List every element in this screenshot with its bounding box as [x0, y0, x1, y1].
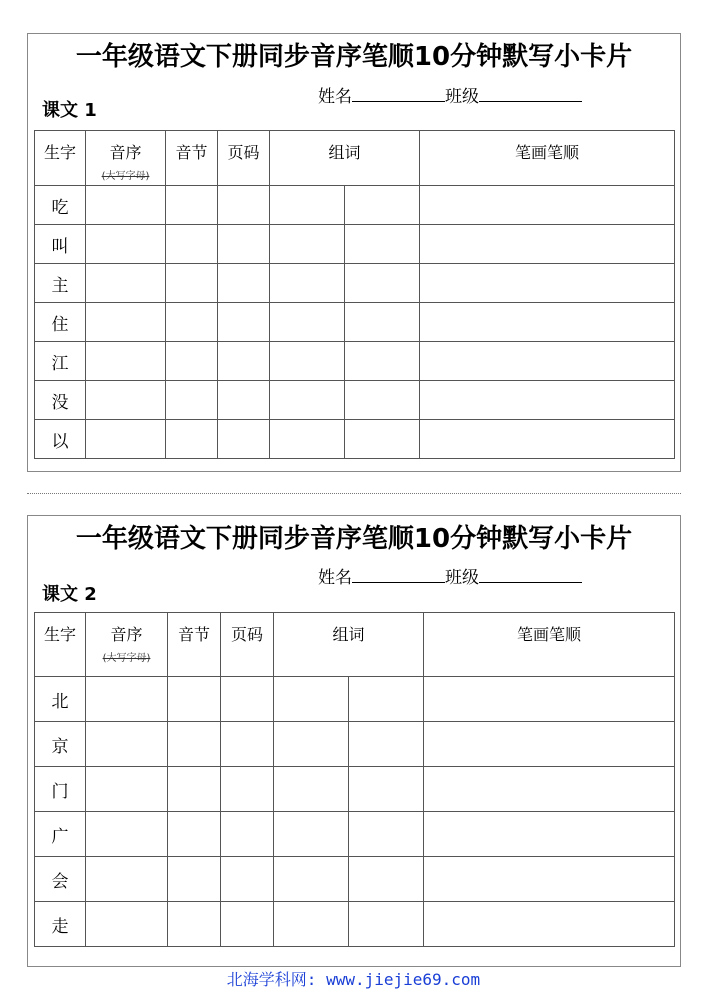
table-row — [35, 767, 675, 812]
page-cell[interactable] — [221, 857, 274, 902]
header-syllable: 音节 — [168, 613, 221, 677]
word-cell[interactable] — [345, 342, 420, 381]
syllable-cell[interactable] — [166, 186, 218, 225]
syllable-cell[interactable] — [166, 225, 218, 264]
strokes-cell[interactable] — [420, 303, 675, 342]
word-cell[interactable] — [274, 857, 349, 902]
char-cell: 吃 — [35, 186, 86, 225]
syllable-cell[interactable] — [168, 857, 221, 902]
table-row — [35, 902, 675, 947]
name-label: 姓名 — [318, 87, 352, 107]
name-class-line — [318, 563, 582, 588]
strokes-cell[interactable] — [424, 857, 675, 902]
char-cell: 会 — [35, 857, 86, 902]
word-cell[interactable] — [274, 677, 349, 722]
page-cell[interactable] — [221, 812, 274, 857]
page-cell[interactable] — [218, 381, 270, 420]
header-words: 组词 — [274, 613, 424, 677]
word-cell[interactable] — [345, 186, 420, 225]
word-cell[interactable] — [274, 767, 349, 812]
table-row — [35, 381, 675, 420]
table-row — [35, 225, 675, 264]
syllable-cell[interactable] — [166, 381, 218, 420]
char-cell: 以 — [35, 420, 86, 459]
class-label: 班级 — [445, 568, 479, 588]
name-label: 姓名 — [318, 568, 352, 588]
order-cell[interactable] — [86, 812, 168, 857]
word-cell[interactable] — [274, 722, 349, 767]
order-cell[interactable] — [86, 677, 168, 722]
strokes-cell[interactable] — [420, 225, 675, 264]
syllable-cell[interactable] — [168, 812, 221, 857]
page-cell[interactable] — [218, 420, 270, 459]
char-cell: 没 — [35, 381, 86, 420]
table-row — [35, 857, 675, 902]
page-cell[interactable] — [221, 767, 274, 812]
order-cell[interactable] — [86, 225, 166, 264]
word-cell[interactable] — [274, 812, 349, 857]
header-page: 页码 — [221, 613, 274, 677]
word-cell[interactable] — [270, 225, 345, 264]
word-cell[interactable] — [270, 381, 345, 420]
word-cell[interactable] — [349, 857, 424, 902]
page-cell[interactable] — [218, 186, 270, 225]
char-cell: 江 — [35, 342, 86, 381]
header-order: 音序 (大写字母) — [86, 613, 168, 677]
card-title: 一年级语文下册同步音序笔顺10分钟默写小卡片 — [75, 524, 633, 554]
class-blank[interactable] — [479, 566, 582, 583]
card-title: 一年级语文下册同步音序笔顺10分钟默写小卡片 — [75, 42, 633, 72]
header-row — [35, 613, 675, 677]
order-cell[interactable] — [86, 264, 166, 303]
char-cell: 门 — [35, 767, 86, 812]
word-cell[interactable] — [349, 722, 424, 767]
name-blank[interactable] — [352, 566, 445, 583]
order-cell[interactable] — [86, 902, 168, 947]
header-order-sub: (大写字母) — [101, 171, 150, 182]
table-row — [35, 677, 675, 722]
order-cell[interactable] — [86, 857, 168, 902]
word-cell[interactable] — [345, 264, 420, 303]
order-cell[interactable] — [86, 186, 166, 225]
order-cell[interactable] — [86, 303, 166, 342]
header-char: 生字 — [35, 131, 86, 186]
table-row — [35, 186, 675, 225]
char-cell: 北 — [35, 677, 86, 722]
char-cell: 叫 — [35, 225, 86, 264]
class-label: 班级 — [445, 87, 479, 107]
table-row — [35, 264, 675, 303]
cut-line — [27, 493, 681, 494]
page-cell[interactable] — [218, 303, 270, 342]
footer-website: 北海学科网: www.jiejie69.com — [226, 970, 481, 989]
page-cell[interactable] — [218, 225, 270, 264]
page-cell[interactable] — [218, 342, 270, 381]
char-cell: 广 — [35, 812, 86, 857]
page-cell[interactable] — [221, 902, 274, 947]
char-cell: 走 — [35, 902, 86, 947]
table-row — [35, 722, 675, 767]
word-cell[interactable] — [274, 902, 349, 947]
name-class-line — [318, 82, 582, 107]
name-blank[interactable] — [352, 85, 445, 102]
order-cell[interactable] — [86, 767, 168, 812]
word-cell[interactable] — [349, 902, 424, 947]
syllable-cell[interactable] — [168, 767, 221, 812]
header-order: 音序 (大写字母) — [86, 131, 166, 186]
word-cell[interactable] — [345, 225, 420, 264]
word-cell[interactable] — [270, 264, 345, 303]
word-cell[interactable] — [345, 303, 420, 342]
syllable-cell[interactable] — [168, 677, 221, 722]
word-cell[interactable] — [345, 420, 420, 459]
char-cell: 京 — [35, 722, 86, 767]
class-blank[interactable] — [479, 85, 582, 102]
strokes-cell[interactable] — [420, 381, 675, 420]
char-cell: 主 — [35, 264, 86, 303]
header-strokes: 笔画笔顺 — [424, 613, 675, 677]
order-cell[interactable] — [86, 420, 166, 459]
lesson-label: 课文 1 — [42, 100, 97, 121]
header-syllable: 音节 — [166, 131, 218, 186]
header-words: 组词 — [270, 131, 420, 186]
table-row — [35, 303, 675, 342]
word-cell[interactable] — [349, 677, 424, 722]
strokes-cell[interactable] — [420, 186, 675, 225]
syllable-cell[interactable] — [166, 303, 218, 342]
dictation-card-2 — [27, 515, 681, 967]
syllable-cell[interactable] — [166, 342, 218, 381]
word-cell[interactable] — [345, 381, 420, 420]
header-row — [35, 131, 675, 186]
strokes-cell[interactable] — [420, 342, 675, 381]
strokes-cell[interactable] — [424, 722, 675, 767]
strokes-cell[interactable] — [424, 902, 675, 947]
syllable-cell[interactable] — [166, 264, 218, 303]
table-row — [35, 342, 675, 381]
header-char: 生字 — [35, 613, 86, 677]
header-strokes: 笔画笔顺 — [420, 131, 675, 186]
page-cell[interactable] — [218, 264, 270, 303]
order-cell[interactable] — [86, 722, 168, 767]
dictation-table — [34, 130, 675, 459]
word-cell[interactable] — [349, 812, 424, 857]
dictation-table — [34, 612, 675, 947]
word-cell[interactable] — [270, 420, 345, 459]
strokes-cell[interactable] — [420, 264, 675, 303]
table-row — [35, 812, 675, 857]
syllable-cell[interactable] — [168, 902, 221, 947]
dictation-card-1 — [27, 33, 681, 472]
page-cell[interactable] — [221, 722, 274, 767]
header-order-sub: (大写字母) — [102, 653, 151, 664]
word-cell[interactable] — [270, 303, 345, 342]
order-cell[interactable] — [86, 381, 166, 420]
strokes-cell[interactable] — [424, 767, 675, 812]
syllable-cell[interactable] — [166, 420, 218, 459]
syllable-cell[interactable] — [168, 722, 221, 767]
strokes-cell[interactable] — [424, 812, 675, 857]
table-row — [35, 420, 675, 459]
strokes-cell[interactable] — [424, 677, 675, 722]
word-cell[interactable] — [349, 767, 424, 812]
word-cell[interactable] — [270, 186, 345, 225]
order-cell[interactable] — [86, 342, 166, 381]
strokes-cell[interactable] — [420, 420, 675, 459]
header-page: 页码 — [218, 131, 270, 186]
char-cell: 住 — [35, 303, 86, 342]
page-cell[interactable] — [221, 677, 274, 722]
lesson-label: 课文 2 — [42, 584, 97, 605]
word-cell[interactable] — [270, 342, 345, 381]
